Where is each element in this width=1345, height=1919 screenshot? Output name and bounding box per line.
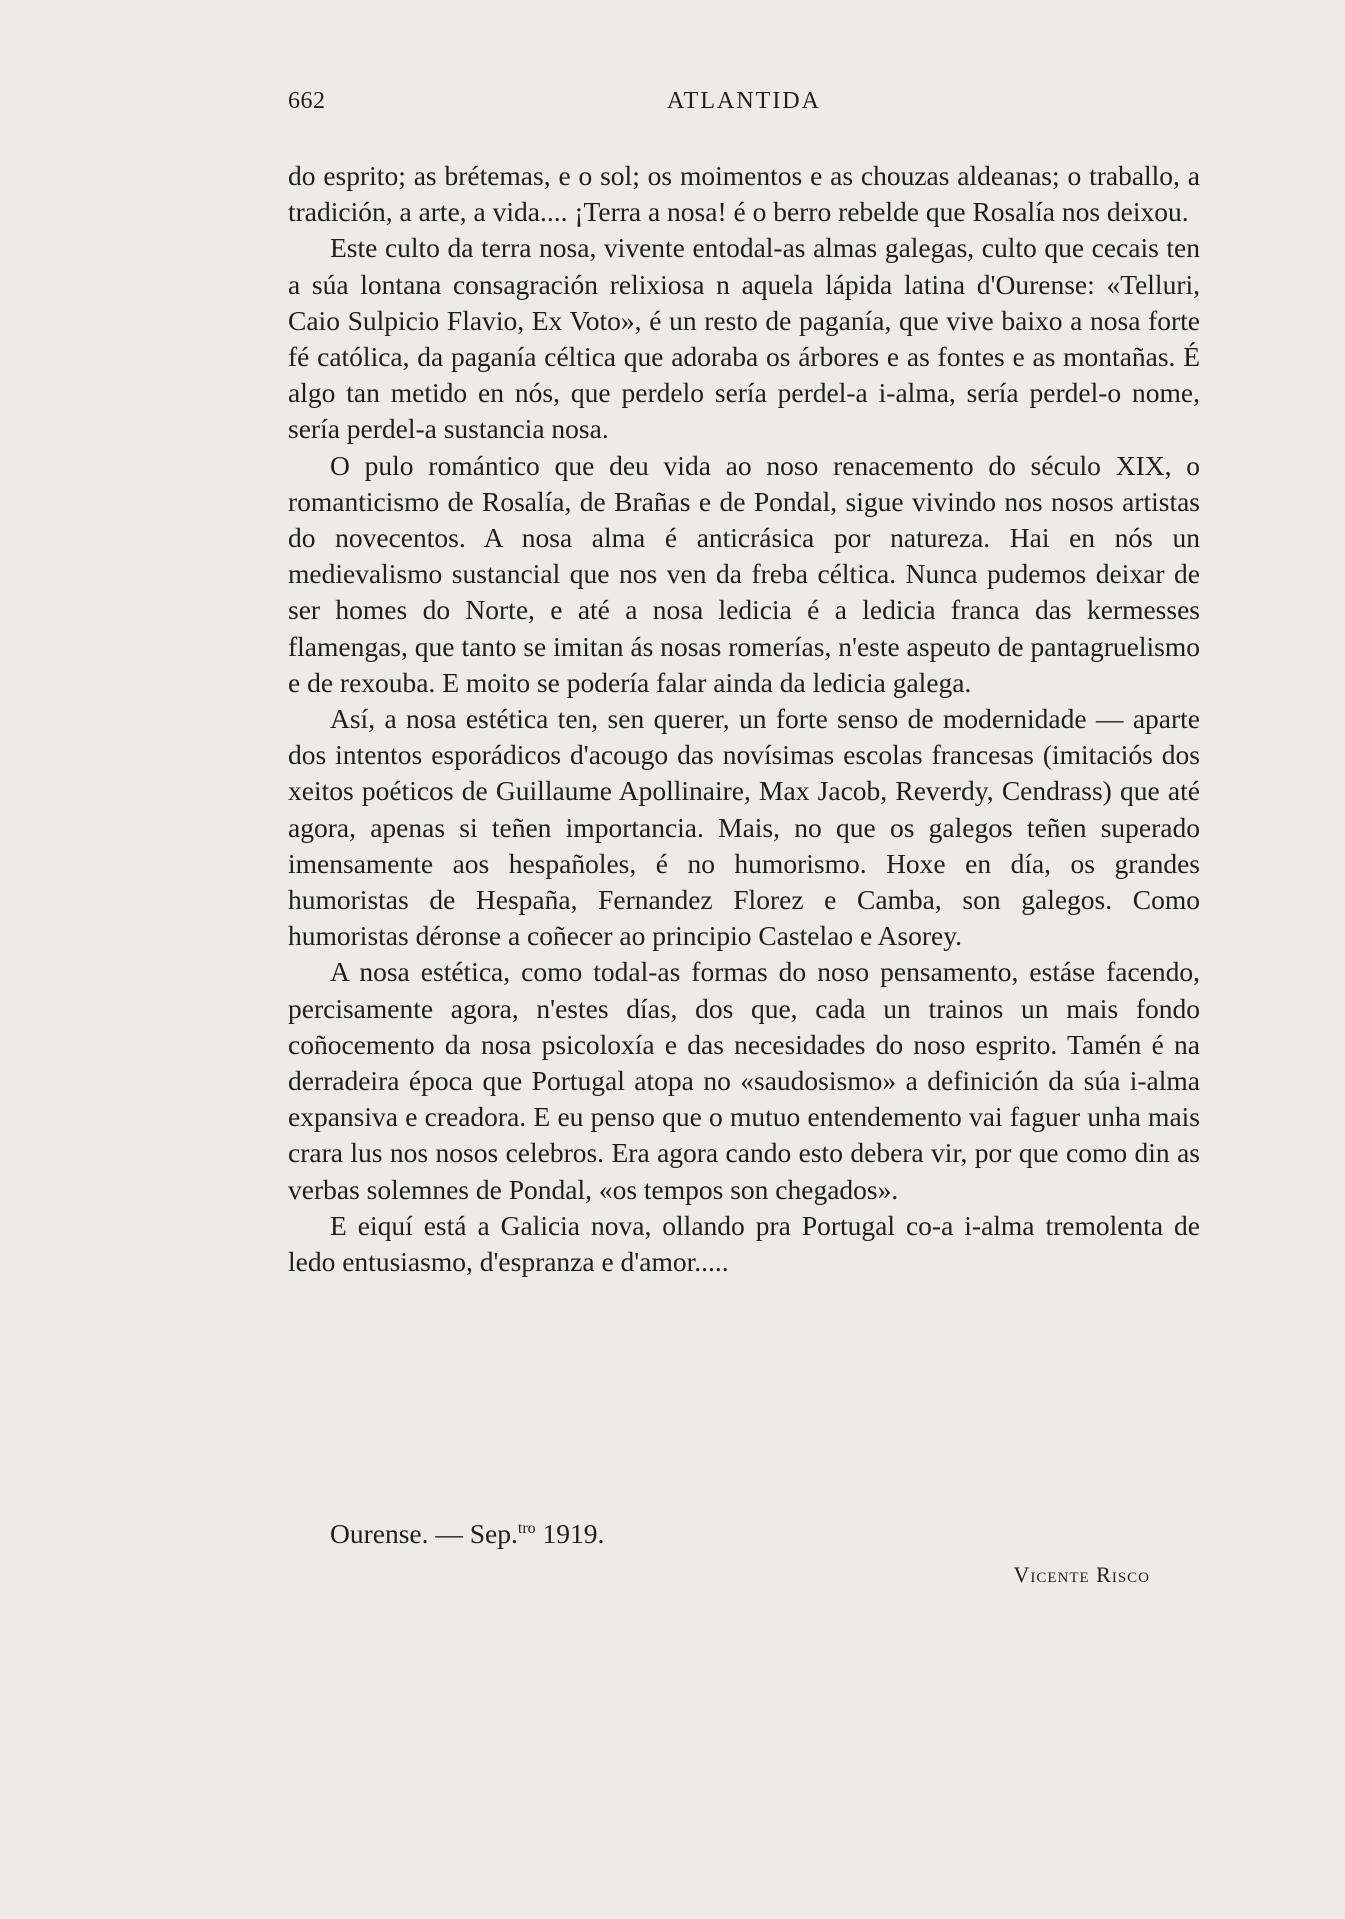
paragraph-4: Así, a nosa estética ten, sen querer, un forte senso de modernidade — aparte dos intentos esporádicos d'acougo das novísimas escolas francesas (imitaciós dos xeitos poéticos de Guillaume Apollinaire, Max Jacob, Reverdy, Cendrass) que até agora, apenas si teñen importancia. Mais, no que os galegos teñen superado imensamente aos hespañoles, é no humorismo. Hoxe en día, os grandes humoristas de Hespaña, Fernandez Florez e Camba, son galegos. Como humoristas déronse a coñecer ao principio Castelao e Asorey. — [288, 703, 1200, 952]
page-number: 662 — [288, 88, 326, 114]
paragraph-2: Este culto da terra nosa, vivente entodal-as almas galegas, culto que cecais ten a súa lontana consagración relixiosa n aquela lápida latina d'Ourense: «Telluri, Caio Sulpicio Flavio, Ex Voto», é un resto de paganía, que vive baixo a nosa forte fé católica, da paganía céltica que adoraba os árbores e as fontes e as montañas. É algo tan metido en nós, que perdelo sería perdel-a i-alma, sería perdel-o nome, sería perdel-a sustancia nosa. — [288, 232, 1200, 445]
place-date-year: 1919. — [535, 1518, 605, 1549]
page-header — [288, 88, 1200, 128]
paragraph-5: A nosa estética, como todal-as formas do noso pensamento, estáse facendo, percisamente agora, n'estes días, dos que, cada un trainos un mais fondo coñocemento da nosa psicoloxía e das necesidades do noso esprito. Tamén é na derradeira época que Portugal atopa no «saudosismo» a definición da súa i-alma expansiva e creadora. E eu penso que o mutuo entendemento vai faguer unha mais crara lus nos nosos celebros. Era agora cando esto debera vir, por que como din as verbas solemnes de Pondal, «os tempos son chegados». — [288, 956, 1200, 1205]
running-title: ATLANTIDA — [667, 88, 821, 114]
paragraph-1: do esprito; as brétemas, e o sol; os moimentos e as chouzas aldeanas; o traballo, a tradición, a arte, a vida.... ¡Terra a nosa! é o berro rebelde que Rosalía nos deixou. — [288, 160, 1200, 228]
paragraph-3: O pulo romántico que deu vida ao noso renacemento do século XIX, o romanticismo de Rosalía, de Brañas e de Pondal, sigue vivindo nos nosos artistas do novecentos. A nosa alma é anticrásica por natureza. Hai en nós un medievalismo sustancial que nos ven da freba céltica. Nunca pudemos deixar de ser homes do Norte, e até a nosa ledicia é a ledicia franca das kermesses flamengas, que tanto se imitan ás nosas romerías, n'este aspeuto de pantagruelismo e de rexouba. E moito se podería falar ainda da ledicia galega. — [288, 449, 1200, 698]
paragraph-6: E eiquí está a Galicia nova, ollando pra Portugal co-a i-alma tremolenta de ledo entusiasmo, d'espranza e d'amor..... — [288, 1209, 1200, 1278]
article-body — [288, 158, 1200, 1280]
closing-block — [288, 1518, 1200, 1598]
place-date — [330, 1518, 604, 1550]
month-abbrev-sup: tro — [517, 1519, 536, 1537]
author-signature: Vicente Risco — [1013, 1562, 1150, 1587]
place-date-prefix: Ourense. — Sep. — [330, 1518, 518, 1549]
